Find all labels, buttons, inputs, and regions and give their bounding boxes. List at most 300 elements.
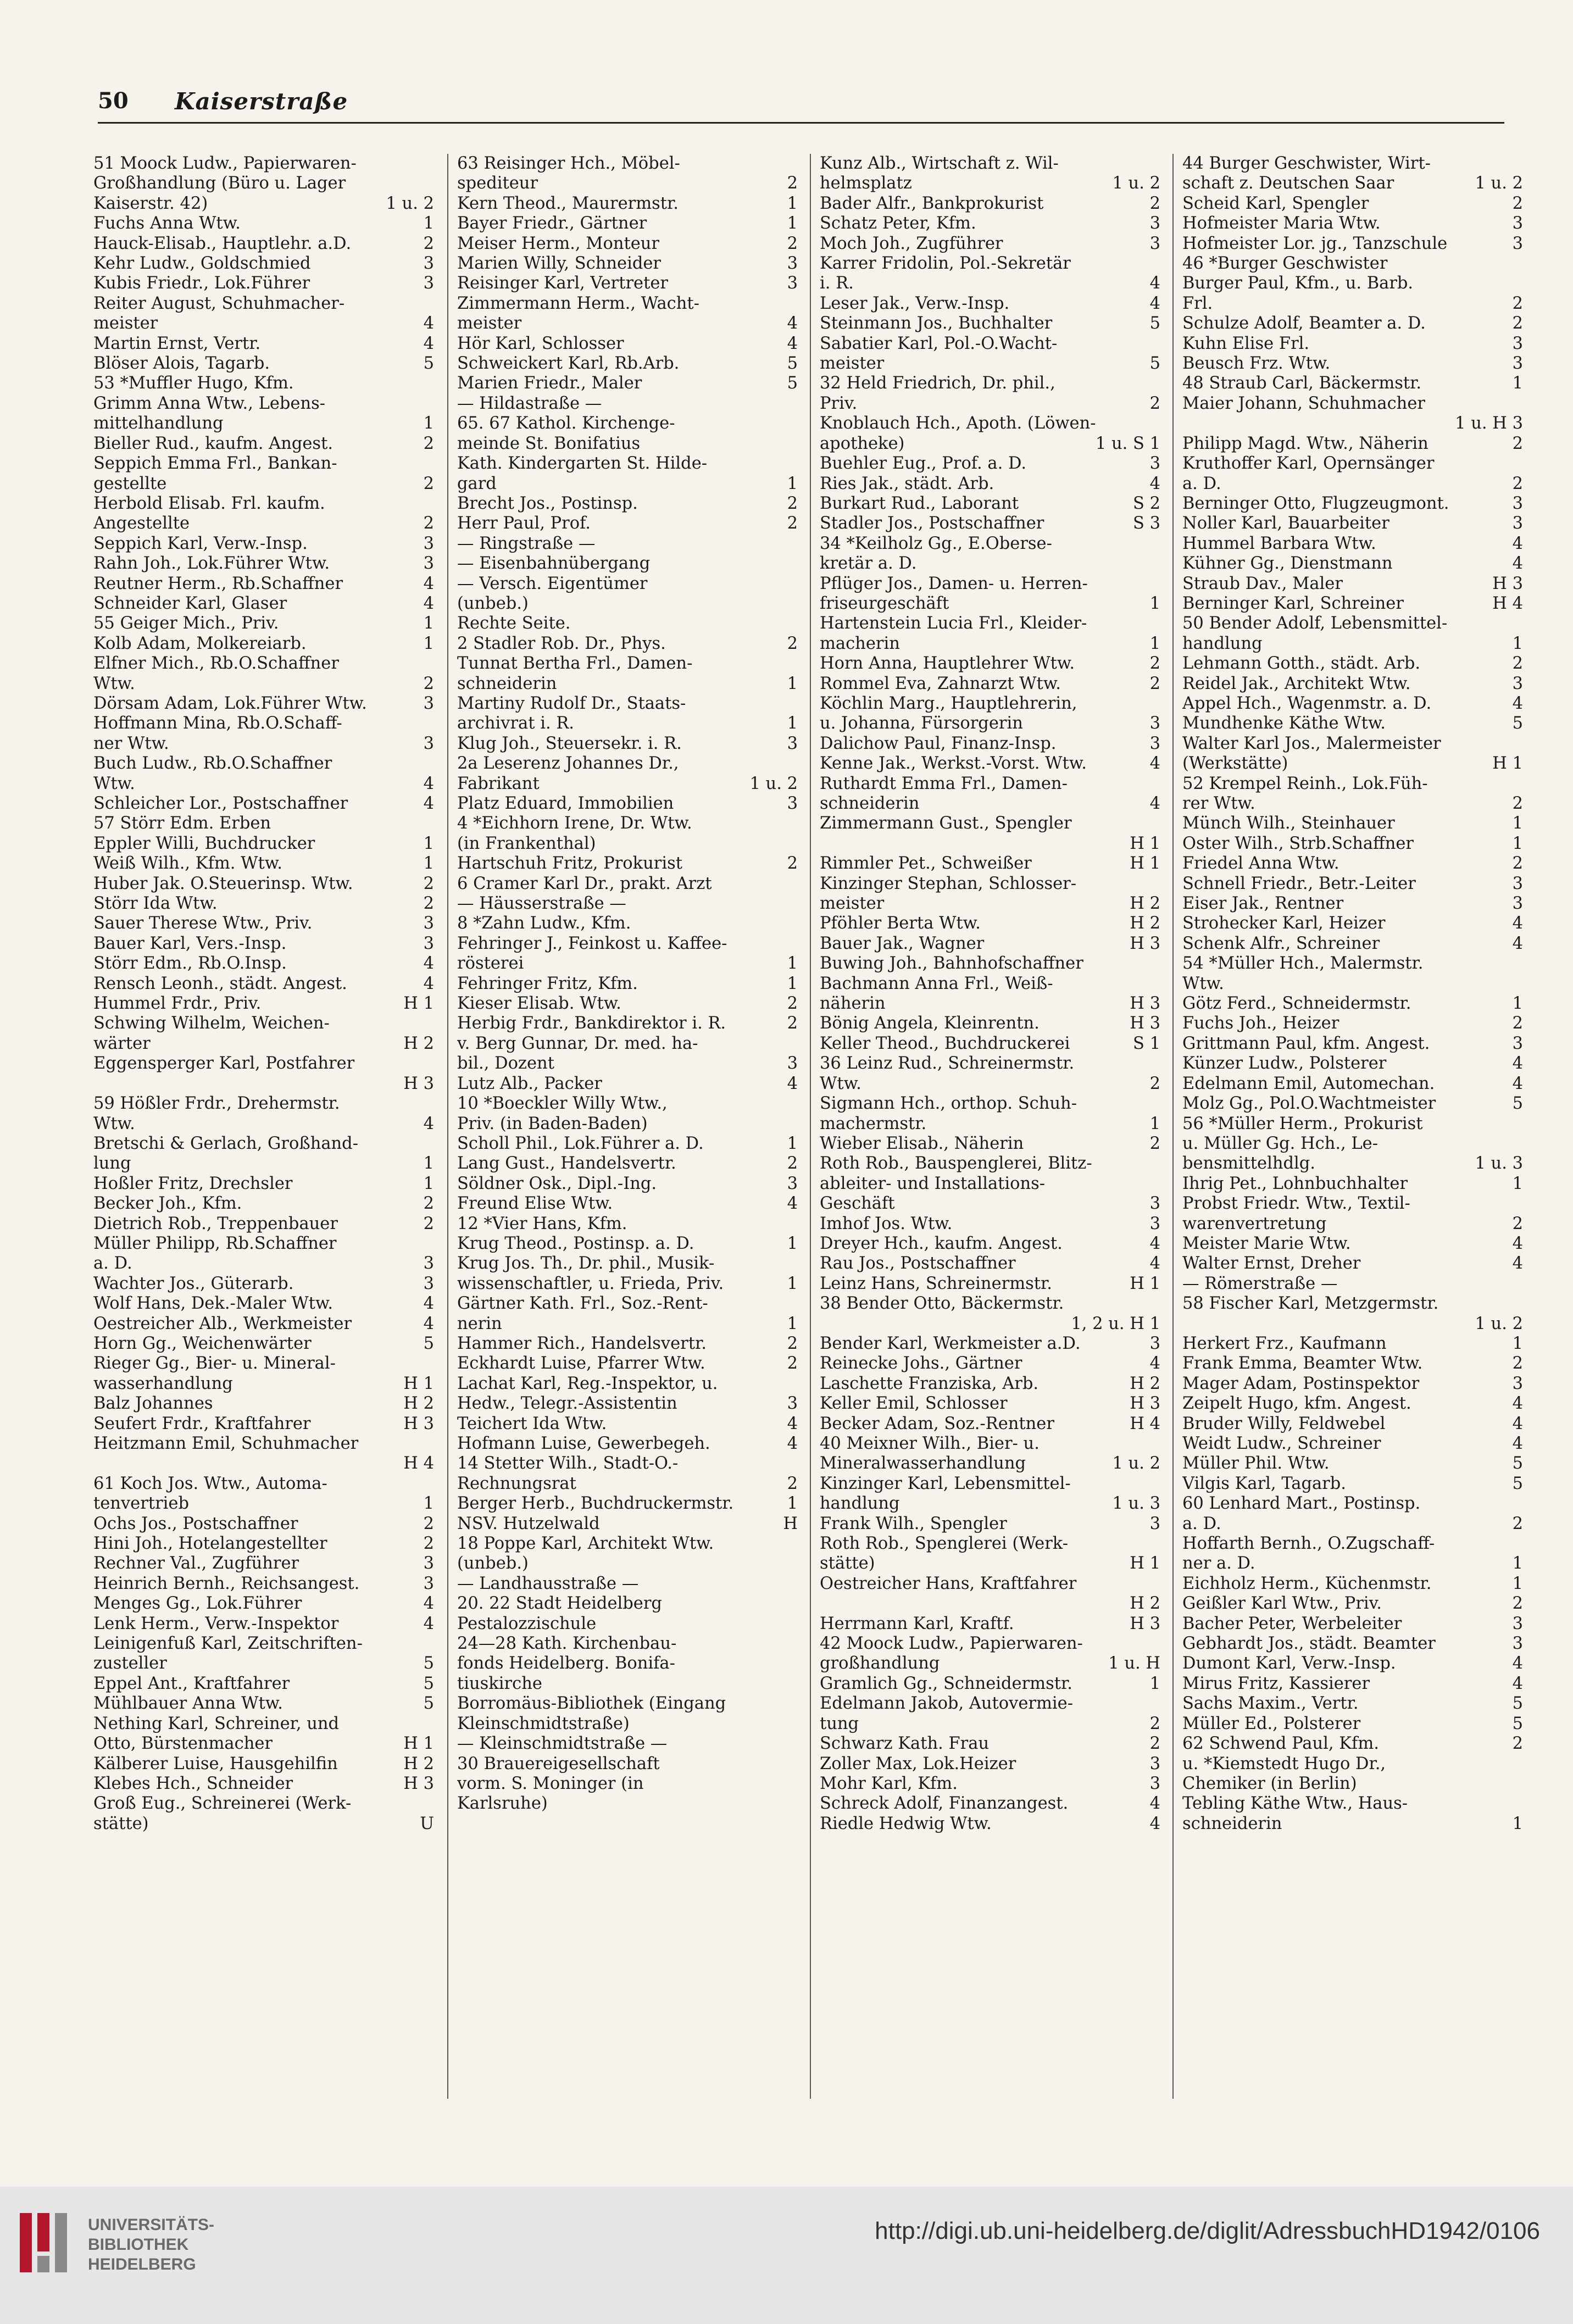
directory-entry: [457, 1054, 798, 1074]
entry-text: Reinecke Johs., Gärtner: [820, 1354, 1022, 1374]
directory-entry: [820, 634, 1160, 654]
directory-entry: [93, 274, 434, 293]
entry-floor: 4: [1512, 1654, 1523, 1673]
entry-floor: 2: [1149, 654, 1160, 674]
directory-entry: [457, 1014, 798, 1033]
entry-text: Sigmann Hch., orthop. Schuh-: [820, 1094, 1077, 1114]
directory-entry: [93, 234, 434, 254]
directory-entry: [1182, 334, 1523, 354]
entry-text: Kälberer Luise, Hausgehilfin: [93, 1754, 338, 1773]
entry-floor: H 3: [1130, 994, 1160, 1014]
directory-entry: [457, 734, 798, 754]
directory-entry: [820, 694, 1160, 714]
entry-text: Lachat Karl, Reg.-Inspektor, u.: [457, 1374, 718, 1393]
entry-text: Stadler Jos., Postschaffner: [820, 514, 1044, 533]
directory-entry: [457, 1694, 798, 1714]
entry-floor: 1: [1149, 633, 1160, 653]
directory-entry: [1182, 1614, 1523, 1634]
directory-entry: [93, 1234, 434, 1254]
entry-floor: H 2: [403, 1754, 434, 1773]
directory-entry: [820, 1774, 1160, 1794]
entry-text: 56 *Müller Herm., Prokurist: [1182, 1114, 1423, 1133]
directory-entry: [820, 814, 1160, 833]
directory-entry: [457, 174, 798, 193]
directory-entry: [93, 334, 434, 354]
directory-entry: [93, 1034, 434, 1054]
entry-floor: 1 u. 3: [1475, 1154, 1523, 1174]
directory-entry: [1182, 914, 1523, 933]
directory-entry: [1182, 194, 1523, 214]
entry-text: Kern Theod., Maurermstr.: [457, 193, 679, 213]
entry-text: Schreck Adolf, Finanzangest.: [820, 1794, 1069, 1814]
entry-text: Hini Joh., Hotelangestellter: [93, 1534, 327, 1554]
directory-entry: [820, 414, 1160, 433]
entry-text: Kolb Adam, Molkereiarb.: [93, 633, 307, 653]
directory-entry: [820, 1274, 1160, 1294]
directory-entry: [1182, 734, 1523, 754]
entry-floor: 5: [787, 354, 798, 374]
entry-text: Meister Marie Wtw.: [1182, 1233, 1351, 1253]
entry-floor: 1: [787, 714, 798, 733]
directory-entry: [1182, 1554, 1523, 1574]
directory-entry: [1182, 234, 1523, 254]
entry-floor: 3: [423, 914, 434, 933]
directory-entry: [1182, 414, 1523, 433]
entry-floor: 2: [423, 514, 434, 533]
entry-text: Wtw.: [820, 1074, 861, 1093]
entry-text: stätte): [820, 1554, 875, 1574]
entry-text: 30 Brauereigesellschaft: [457, 1754, 660, 1773]
entry-floor: H 2: [1130, 1374, 1160, 1393]
directory-entry: [1182, 834, 1523, 854]
directory-entry: [93, 1554, 434, 1574]
entry-text: Reutner Herm., Rb.Schaffner: [93, 574, 343, 593]
entry-text: Klug Joh., Steuersekr. i. R.: [457, 733, 682, 753]
entry-floor: 4: [423, 794, 434, 813]
entry-floor: H 1: [403, 1374, 434, 1393]
entry-floor: 3: [1512, 493, 1523, 513]
entry-text: Müller Phil. Wtw.: [1182, 1454, 1330, 1474]
directory-entry: [457, 774, 798, 794]
entry-text: Fabrikant: [457, 774, 540, 793]
entry-text: meister: [457, 314, 522, 333]
entry-text: Bacher Peter, Werbeleiter: [1182, 1614, 1402, 1633]
directory-entry: [1182, 814, 1523, 833]
entry-text: schaft z. Deutschen Saar: [1182, 174, 1394, 193]
entry-text: handlung: [820, 1494, 900, 1514]
entry-text: Hummel Frdr., Priv.: [93, 994, 262, 1014]
entry-floor: 2: [787, 233, 798, 253]
entry-text: warenvertretung: [1182, 1214, 1327, 1233]
entry-text: u. Johanna, Fürsorgerin: [820, 714, 1023, 733]
entry-text: Störr Ida Wtw.: [93, 894, 218, 914]
directory-entry: [1182, 1154, 1523, 1174]
directory-entry: [820, 1814, 1160, 1834]
directory-entry: [93, 1254, 434, 1274]
directory-entry: [93, 454, 434, 474]
entry-text: Elfner Mich., Rb.O.Schaffner: [93, 654, 339, 674]
entry-text: Teichert Ida Wtw.: [457, 1414, 607, 1433]
entry-floor: H 2: [1130, 914, 1160, 933]
entry-text: großhandlung: [820, 1654, 940, 1673]
directory-entry: [93, 674, 434, 694]
entry-text: Buch Ludw., Rb.O.Schaffner: [93, 754, 332, 774]
directory-entry: [457, 714, 798, 733]
entry-floor: 1 u. 2: [1475, 174, 1523, 193]
entry-text: bil., Dozent: [457, 1054, 554, 1074]
entry-floor: 5: [1512, 1094, 1523, 1114]
entry-floor: 2: [423, 233, 434, 253]
directory-entry: [93, 1594, 434, 1614]
directory-entry: [93, 1454, 434, 1474]
entry-text: Mager Adam, Postinspektor: [1182, 1374, 1420, 1393]
entry-text: Reidel Jak., Architekt Wtw.: [1182, 674, 1411, 693]
entry-text: Meiser Herm., Monteur: [457, 233, 660, 253]
library-name-line: BIBLIOTHEK: [88, 2236, 189, 2254]
entry-text: Burkart Rud., Laborant: [820, 493, 1019, 513]
directory-entry: [820, 454, 1160, 474]
entry-text: 42 Moock Ludw., Papierwaren-: [820, 1634, 1083, 1654]
directory-entry: [1182, 1174, 1523, 1194]
entry-floor: 1: [787, 954, 798, 974]
directory-entry: [1182, 434, 1523, 454]
entry-text: Rau Jos., Postschaffner: [820, 1254, 1016, 1274]
entry-text: 48 Straub Carl, Bäckermstr.: [1182, 374, 1422, 393]
directory-entry: [1182, 1054, 1523, 1074]
directory-entry: [820, 474, 1160, 494]
entry-floor: 3: [423, 733, 434, 753]
entry-floor: 3: [423, 933, 434, 953]
entry-text: schneiderin: [1182, 1814, 1282, 1833]
entry-floor: 5: [1512, 1714, 1523, 1733]
directory-entry: [1182, 1674, 1523, 1694]
directory-entry: [93, 734, 434, 754]
entry-floor: H 1: [1130, 1274, 1160, 1293]
entry-floor: 3: [1149, 1773, 1160, 1793]
street-heading: Kaiserstraße: [175, 88, 348, 115]
entry-text: — Landhausstraße —: [457, 1574, 639, 1593]
entry-text: Hoffarth Bernh., O.Zugschaff-: [1182, 1534, 1435, 1554]
entry-text: Schwing Wilhelm, Weichen-: [93, 1014, 330, 1033]
entry-text: Ochs Jos., Postschaffner: [93, 1514, 298, 1533]
directory-entry: [93, 1814, 434, 1834]
entry-floor: 4: [1512, 1673, 1523, 1693]
entry-text: Bauer Karl, Vers.-Insp.: [93, 933, 287, 953]
directory-entry: [1182, 1114, 1523, 1134]
entry-text: Becker Adam, Soz.-Rentner: [820, 1414, 1054, 1433]
entry-text: 58 Fischer Karl, Metzgermstr.: [1182, 1294, 1439, 1314]
directory-entry: [820, 1534, 1160, 1554]
directory-entry: [93, 1734, 434, 1754]
entry-text: Vilgis Karl, Tagarb.: [1182, 1474, 1346, 1493]
entry-floor: 4: [787, 314, 798, 333]
entry-floor: H 3: [403, 1074, 434, 1093]
entry-floor: 3: [1149, 1514, 1160, 1533]
directory-column-4: [1182, 154, 1523, 2099]
entry-text: Berger Herb., Buchdruckermstr.: [457, 1494, 734, 1514]
directory-entry: [1182, 1194, 1523, 1214]
entry-text: Bretschi & Gerlach, Großhand-: [93, 1133, 358, 1153]
entry-text: Seufert Frdr., Kraftfahrer: [93, 1414, 311, 1433]
entry-text: rösterei: [457, 954, 524, 974]
entry-floor: 4: [1149, 794, 1160, 813]
entry-floor: 2: [423, 1514, 434, 1533]
entry-text: — Kleinschmidtstraße —: [457, 1734, 668, 1754]
entry-floor: 2: [1149, 1074, 1160, 1093]
entry-floor: 3: [787, 254, 798, 274]
entry-text: Frank Emma, Beamter Wtw.: [1182, 1354, 1423, 1374]
directory-entry: [1182, 1254, 1523, 1274]
directory-entry: [457, 1234, 798, 1254]
entry-floor: 3: [787, 1174, 798, 1193]
entry-text: Kieser Elisab. Wtw.: [457, 994, 621, 1014]
page-number: 50: [98, 88, 129, 114]
header-rule: [98, 122, 1504, 124]
entry-text: Geschäft: [820, 1194, 895, 1214]
entry-floor: H 1: [403, 994, 434, 1014]
entry-text: Schneider Karl, Glaser: [93, 593, 287, 613]
directory-entry: [457, 514, 798, 533]
entry-text: Leinz Hans, Schreinermstr.: [820, 1274, 1052, 1293]
entry-floor: 4: [1149, 474, 1160, 493]
directory-entry: [1182, 1694, 1523, 1714]
directory-entry: [93, 1174, 434, 1194]
entry-text: (unbeb.): [457, 593, 529, 613]
entry-floor: 2: [423, 1534, 434, 1554]
directory-entry: [93, 1514, 434, 1534]
entry-text: 61 Koch Jos. Wtw., Automa-: [93, 1474, 327, 1493]
entry-text: lung: [93, 1154, 131, 1174]
entry-floor: H 1: [1130, 854, 1160, 874]
directory-entry: [93, 1694, 434, 1714]
entry-text: 44 Burger Geschwister, Wirt-: [1182, 154, 1431, 173]
entry-text: Marien Willy, Schneider: [457, 254, 662, 274]
entry-floor: 2: [787, 1333, 798, 1353]
directory-entry: [820, 734, 1160, 754]
page-header: [98, 88, 1504, 126]
directory-entry: [457, 594, 798, 614]
directory-entry: [1182, 854, 1523, 874]
entry-text: Kruthoffer Karl, Opernsänger: [1182, 454, 1435, 474]
directory-entry: [93, 914, 434, 933]
entry-text: Pestalozzischule: [457, 1614, 597, 1633]
entry-text: Zimmermann Gust., Spengler: [820, 814, 1072, 833]
entry-floor: 2: [423, 433, 434, 453]
entry-text: Gebhardt Jos., städt. Beamter: [1182, 1634, 1436, 1654]
directory-entry: [1182, 534, 1523, 554]
entry-floor: 3: [787, 1054, 798, 1074]
entry-text: apotheke): [820, 433, 905, 453]
directory-entry: [1182, 1414, 1523, 1434]
directory-entry: [457, 554, 798, 574]
entry-floor: 3: [1512, 674, 1523, 693]
entry-floor: 5: [1512, 714, 1523, 733]
entry-floor: S 3: [1133, 514, 1160, 533]
directory-entry: [1182, 994, 1523, 1014]
entry-text: Menges Gg., Lok.Führer: [93, 1594, 302, 1614]
entry-text: Lenk Herm., Verw.-Inspektor: [93, 1614, 339, 1633]
entry-text: 14 Stetter Wilh., Stadt-O.-: [457, 1454, 679, 1474]
directory-entry: [93, 1074, 434, 1094]
source-url-link[interactable]: http://digi.ub.uni-heidelberg.de/diglit/AdressbuchHD1942/0106: [875, 2217, 1540, 2244]
directory-entry: [457, 1754, 798, 1774]
entry-text: — Ringstraße —: [457, 533, 596, 553]
entry-text: Ihrig Pet., Lohnbuchhalter: [1182, 1174, 1408, 1193]
directory-entry: [1182, 654, 1523, 674]
directory-entry: [457, 1494, 798, 1514]
entry-floor: 2: [787, 994, 798, 1014]
entry-floor: 1: [423, 1174, 434, 1193]
entry-floor: 4: [1149, 1254, 1160, 1274]
entry-floor: 2: [423, 474, 434, 493]
directory-entry: [457, 974, 798, 994]
entry-floor: 2: [1512, 1514, 1523, 1533]
entry-floor: 2: [1149, 1714, 1160, 1733]
directory-entry: [457, 1734, 798, 1754]
directory-entry: [93, 154, 434, 174]
directory-entry: [93, 1774, 434, 1794]
entry-text: Kaiserstr. 42): [93, 193, 208, 213]
directory-entry: [820, 1654, 1160, 1673]
directory-entry: [820, 1174, 1160, 1194]
entry-floor: H 4: [403, 1454, 434, 1474]
entry-floor: 4: [1512, 933, 1523, 953]
entry-floor: 1: [787, 674, 798, 693]
entry-floor: 1: [1512, 633, 1523, 653]
entry-floor: 4: [1149, 274, 1160, 293]
entry-text: 40 Meixner Wilh., Bier- u.: [820, 1434, 1040, 1453]
entry-text: Beusch Frz. Wtw.: [1182, 354, 1331, 374]
directory-entry: [93, 634, 434, 654]
entry-text: Becker Joh., Kfm.: [93, 1194, 242, 1214]
entry-floor: 1: [1512, 833, 1523, 853]
directory-entry: [93, 694, 434, 714]
entry-text: 51 Moock Ludw., Papierwaren-: [93, 154, 357, 173]
entry-text: Fehringer J., Feinkost u. Kaffee-: [457, 933, 727, 953]
entry-text: Buehler Eug., Prof. a. D.: [820, 454, 1027, 474]
directory-entry: [457, 1354, 798, 1374]
entry-text: Molz Gg., Pol.O.Wachtmeister: [1182, 1094, 1436, 1114]
entry-floor: 2: [787, 174, 798, 193]
directory-entry: [93, 974, 434, 994]
directory-entry: [1182, 974, 1523, 994]
entry-text: Walter Ernst, Dreher: [1182, 1254, 1361, 1274]
directory-entry: [820, 1434, 1160, 1454]
directory-entry: [457, 194, 798, 214]
entry-text: machermstr.: [820, 1114, 927, 1133]
entry-text: 34 *Keilholz Gg., E.Oberse-: [820, 533, 1052, 553]
entry-text: Kath. Kindergarten St. Hilde-: [457, 454, 708, 474]
directory-entry: [820, 654, 1160, 674]
directory-entry: [457, 814, 798, 833]
directory-entry: [457, 154, 798, 174]
directory-entry: [820, 194, 1160, 214]
entry-text: Hofmeister Lor. jg., Tanzschule: [1182, 233, 1448, 253]
directory-entry: [93, 1674, 434, 1694]
entry-text: Eckhardt Luise, Pfarrer Wtw.: [457, 1354, 705, 1374]
directory-entry: [820, 554, 1160, 574]
entry-text: 18 Poppe Karl, Architekt Wtw.: [457, 1534, 714, 1554]
entry-text: Riedle Hedwig Wtw.: [820, 1814, 992, 1833]
directory-entry: [93, 1014, 434, 1033]
entry-text: Hör Karl, Schlosser: [457, 333, 624, 353]
directory-entry: [457, 694, 798, 714]
entry-floor: 5: [423, 1694, 434, 1714]
directory-entry: [1182, 554, 1523, 574]
entry-text: Müller Philipp, Rb.Schaffner: [93, 1233, 337, 1253]
directory-entry: [1182, 214, 1523, 233]
directory-entry: [93, 494, 434, 514]
entry-floor: 5: [787, 374, 798, 393]
entry-text: Wachter Jos., Güterarb.: [93, 1274, 294, 1293]
entry-text: Lutz Alb., Packer: [457, 1074, 602, 1093]
entry-floor: H 2: [403, 1394, 434, 1414]
directory-entry: [457, 494, 798, 514]
directory-entry: [93, 294, 434, 314]
directory-entry: [1182, 1574, 1523, 1594]
directory-entry: [820, 374, 1160, 393]
entry-floor: 4: [423, 1314, 434, 1333]
directory-entry: [457, 1554, 798, 1574]
directory-entry: [457, 474, 798, 494]
directory-entry: [820, 974, 1160, 994]
directory-entry: [1182, 294, 1523, 314]
entry-text: Hartschuh Fritz, Prokurist: [457, 854, 683, 874]
entry-text: Müller Ed., Polsterer: [1182, 1714, 1361, 1733]
entry-floor: 1: [1512, 814, 1523, 833]
directory-entry: [820, 514, 1160, 533]
directory-entry: [820, 214, 1160, 233]
entry-text: Dietrich Rob., Treppenbauer: [93, 1214, 338, 1233]
directory-entry: [93, 1134, 434, 1154]
directory-entry: [93, 1634, 434, 1654]
directory-entry: [93, 434, 434, 454]
directory-entry: [820, 874, 1160, 894]
entry-text: gestellte: [93, 474, 167, 493]
directory-entry: [93, 1614, 434, 1634]
entry-text: Keller Theod., Buchdruckerei: [820, 1033, 1070, 1053]
entry-floor: 3: [1512, 514, 1523, 533]
entry-text: Otto, Bürstenmacher: [93, 1734, 273, 1754]
directory-entry: [1182, 1234, 1523, 1254]
directory-entry: [93, 1414, 434, 1434]
entry-floor: H 3: [1130, 1394, 1160, 1414]
directory-entry: [820, 1074, 1160, 1094]
directory-entry: [1182, 1774, 1523, 1794]
entry-floor: 5: [1512, 1474, 1523, 1493]
directory-entry: [1182, 514, 1523, 533]
entry-text: Berninger Otto, Flugzeugmont.: [1182, 493, 1449, 513]
directory-column-2: [457, 154, 798, 2099]
entry-text: Seppich Karl, Verw.-Insp.: [93, 533, 308, 553]
entry-text: nerin: [457, 1314, 502, 1333]
entry-text: Knoblauch Hch., Apoth. (Löwen-: [820, 414, 1096, 433]
directory-entry: [1182, 1034, 1523, 1054]
entry-text: — Römerstraße —: [1182, 1274, 1338, 1293]
entry-text: Noller Karl, Bauarbeiter: [1182, 514, 1389, 533]
entry-text: Oster Wilh., Strb.Schaffner: [1182, 833, 1414, 853]
entry-text: Schwarz Kath. Frau: [820, 1734, 990, 1754]
entry-text: — Häusserstraße —: [457, 894, 626, 914]
entry-floor: 3: [423, 554, 434, 574]
entry-floor: 4: [1512, 1074, 1523, 1093]
directory-entry: [93, 1434, 434, 1454]
entry-floor: 4: [1149, 1794, 1160, 1814]
directory-entry: [820, 154, 1160, 174]
entry-floor: 4: [1512, 1434, 1523, 1453]
directory-column-3: [820, 154, 1160, 2099]
entry-floor: 3: [423, 1554, 434, 1574]
